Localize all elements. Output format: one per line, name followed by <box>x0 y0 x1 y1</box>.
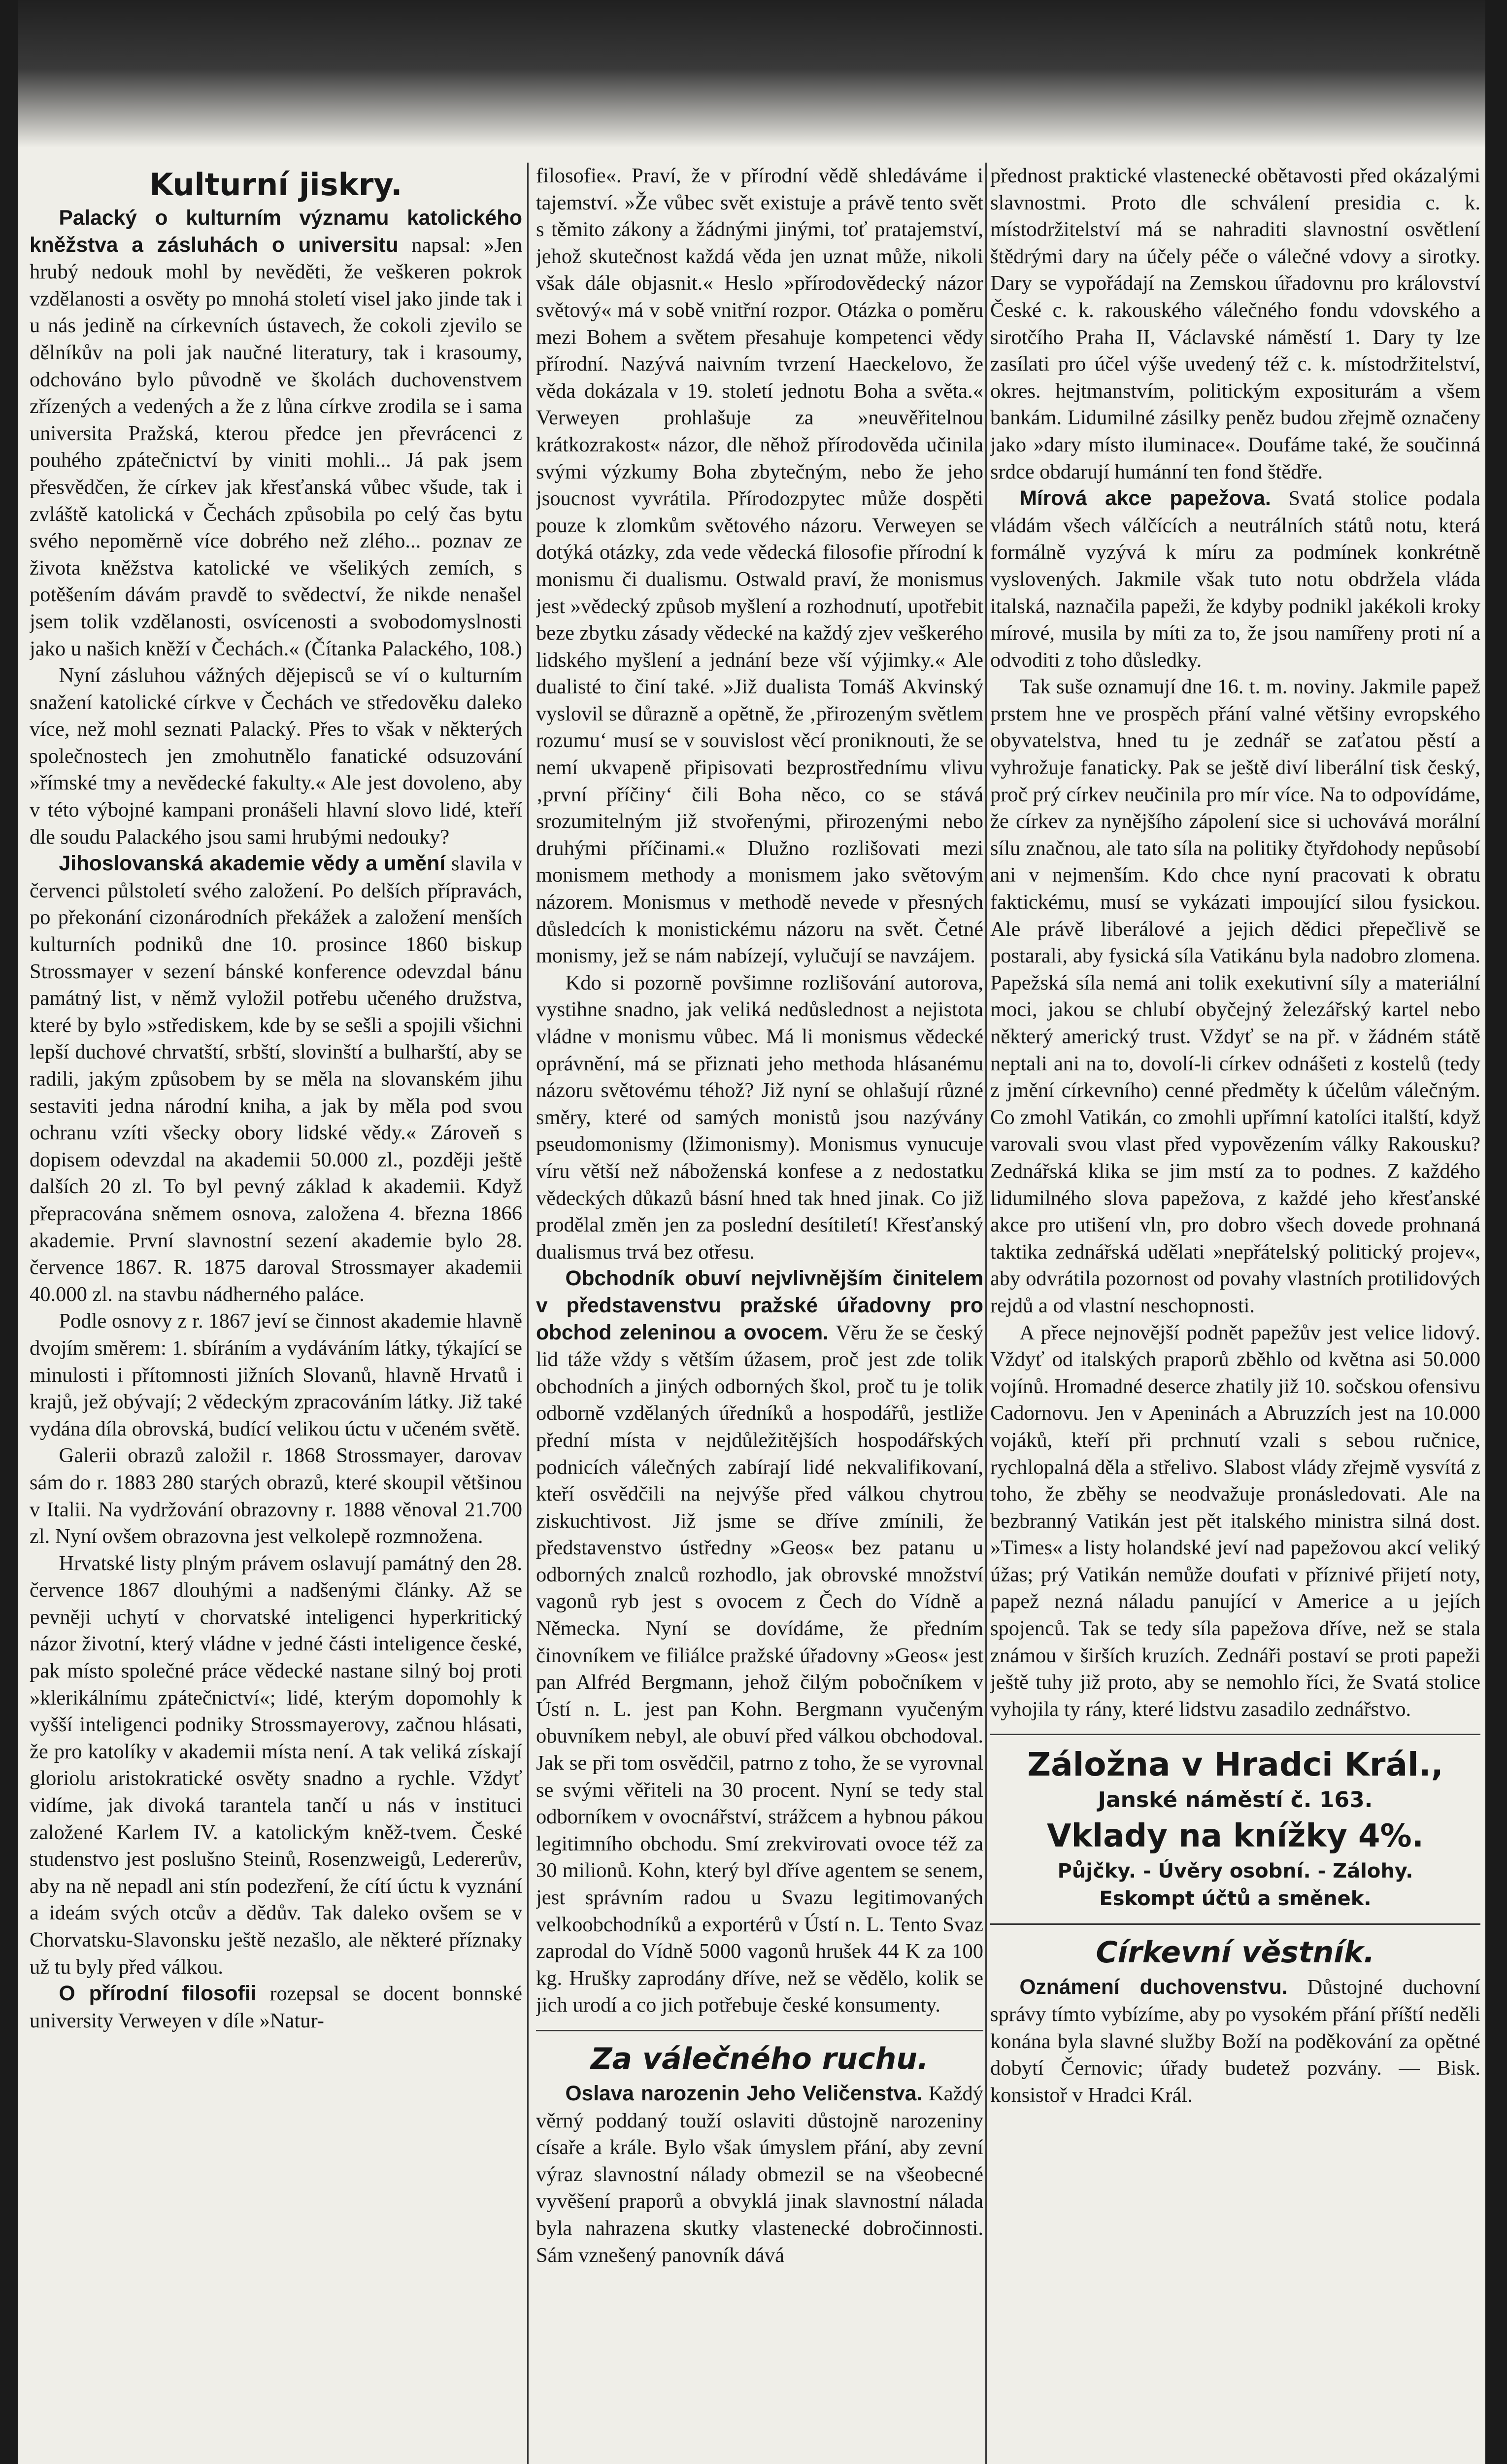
ad-discount: Eskompt účtů a směnek. <box>1099 1887 1372 1911</box>
advertisement-zalozna <box>990 1744 1480 1913</box>
paragraph-lead: Obchodník obuví nejvlivnějším činitelem v představenstvu pražské úřadovny pro obchod zeleninou a ovocem. <box>536 1267 983 1344</box>
paragraph: Tak suše oznamují dne 16. t. m. noviny. Jakmile papež prstem hne ve prospěch přání valné většiny evropského obyvatelstva, hned tu je zednář se zaťatou pěstí a vyhrožuje fanaticky. Pak se ještě diví liberální tisk český, proč prý církev neučinila pro mír více. Na to odpovídáme, že církev za nynějšího zápolení sice si uchovává morální sílu značnou, ale tato síla na politiky čtyřdohody nepůsobí ani v nejmenším. Kdo chce nyní pracovati k obratu faktickému, musí se vykázati impoující silou fysickou. Ale právě liberálové a jejich dědici přepečlivě se postarali, aby fysická síla Vatikánu byla nadobro zlomena. Papežská síla nemá ani tolik exekutivní síly a materiální moci, jakou se chlubí obyčejný železářský kartel nebo některý americký trust. Vždyť se na př. v žádném státě neptali ani na to, dovolí-li církev odnášeti z kostelů (tedy z jmění církevního) cenné předměty k účelům válečným. Co zmohl Vatikán, co zmohli upřímní katolíci italští, když varovali svou vlast před vypovězením války Rakousku? Zednářská klika se jim mstí za to podnes. Z každého lidumilného slova papežova, z každé jeho křesťanské akce pro utišení vln, pro dobro všech dovede prohnaná taktika zednářská udělati »nepřátelský politický projev«, aby odvrátila pozornost od povahy vlastních protilidových rejdů a od vlastní neschopnosti. <box>990 675 1480 1317</box>
paragraph <box>990 485 1480 674</box>
paragraph-text: Věru že se český lid táže vždy s větším úžasem, proč jest zde tolik obchodních a jiných odborných škol, proč tu je tolik odborně vzdělaných úředníků a hospodářů, jestliže přední místa v nejdůležitějších hospodářských podnicích válečných zabírají lidé nekvalifikovaní, kteří osvědčili na nejvýše před válkou chytrou ziskuchtivost. Již jsme se dříve zmínili, že představenstvo ústředny »Geos« bez patanu u odborných znalců rozhodlo, jak obrovské množství vagonů ryb jest s ovocem z Čech do Vídně a Německa. Nyní se dovídáme, že předním činovníkem ve filiálce pražské úřadovny »Geos« jest pan Alfréd Bergmann, jehož čilým pobočníkem v Ústí n. L. jest pan Kohn. Bergmann vyučeným obuvníkem nebyl, ale obuví před válkou obchodoval. Jak se při tom osvědčil, patrno z toho, že se vyrovnal se svými věřiteli na 30 procent. Nyní se tedy stal odborníkem v ovocnářství, strážcem a hybnou pákou legitimního obchodu. Smí zrekvirovati ovoce též za 30 milionů. Kohn, který byl dříve agentem se senem, jest správním radou u Svazu legitimovaných velkoobchodníků a exportérů v Ústí n. L. Tento Svaz zaprodal do Vídně 5000 vagonů hrušek 44 K za 100 kg. Hrušky zaprodány dříve, než se vědělo, kolik se jich urodí a co jich potřebuje české konsumenty. <box>536 1321 983 2017</box>
column-divider <box>527 163 529 2464</box>
column-divider <box>985 163 987 2464</box>
paragraph <box>990 1974 1480 2109</box>
paragraph-text: Svatá stolice podala vládám všech válčících a neutrálních států notu, která formálně vyzývá k míru za podmínek konkrétně vyslovených. Jakmile však tuto notu obdržela vláda italská, naznačila papeži, že kdyby podnikl jakékoli kroky mírové, musila by míti za to, že jsou namířeny proti ní a odvoditi z toho důsledky. <box>990 487 1480 672</box>
paragraph-lead: O přírodní filosofii <box>59 1982 257 2006</box>
paragraph-text: rozepsal se docent bonnské university Verweyen v díle »Natur- <box>30 1982 522 2032</box>
scan-left-edge <box>0 0 18 2464</box>
paragraph-text: slavila v červenci půlstoletí svého založení. Po delších přípravách, po překonání cizonárodních překážek a založení menších kulturních podniků dne 10. prosince 1860 biskup Strossmayer v sezení bánské konference odevzdal bánu památný list, v němž vyložil potřebu učeného družstva, které by bylo »střediskem, kde by se sešli a spojili všichni lepší duchové chrvatští, srbští, slovinští a bulharští, aby se radili, jakým způsobem by se měla na slovanském jihu sestaviti jedna národní kniha, a jak by měla pod svou ochranu vzíti všecky obory lidské vědy.« Zároveň s dopisem odevzdal na akademii 50.000 zl., později ještě dalších 20 zl. To byl pevný základ k akademii. Když přepracována sněmem osnova, založena 4. března 1866 akademie. První slavnostní sezení akademie bylo 28. července 1867. R. 1875 daroval Strossmayer akademii 40.000 zl. na stavbu nádherného paláce. <box>30 852 522 1306</box>
paragraph-lead: Oslava narozenin Jeho Veličenstva. <box>565 2082 923 2105</box>
paragraph <box>536 1266 983 2019</box>
column-1 <box>30 163 522 2464</box>
section-title-cirkevni-vestnik: Církevní věstník. <box>1096 1935 1375 1970</box>
ad-services: Půjčky. - Úvěry osobní. - Zálohy. <box>1057 1860 1413 1883</box>
paragraph: Kdo si pozorně povšimne rozlišování autorova, vystihne snadno, jak veliká nedůslednost a nejistota vládne v monismu vůbec. Má li monismus vědecké oprávnění, má se přiznati jeho methoda hlásanému názoru světovému téhož? Již nyní se ohlašují různé směry, které od samých monistů jsou nazývány pseudomonismy (lžimonismy). Monismus vynucuje víru větší než náboženská konfese a z nedostatku vědeckých důkazů básní hned tak hned jinak. Co již prodělal změn jen za poslední desítiletí! Křesťanský dualismus trvá bez otřesu. <box>536 971 983 1264</box>
paragraph: A přece nejnovější podnět papežův jest velice lidový. Vždyť od italských praporů zběhlo od května asi 50.000 vojínů. Hromadné deserce zhatily již 10. sočskou ofensivu Cadornovu. Jen v Apeninách a Abruzzích jest na 10.000 vojáků, kteří při prchnutí vzali s sebou ručnice, rychlopalná děla a střelivo. Slabost vlády zřejmě vysvítá z toho, že zběhy se neodvažuje pronásledovati. Ale na bezbranný Vatikán jest pět italského ministra silná dost. »Times« a listy holandské jeví nad papežovou akcí veliký úžas; prý Vatikán nemůže doufati v příznivé přijetí noty, papež nezná náladu panující v Americe a u jejích spojenců. Tak se tedy síla papežova dříve, než se stala známou v širších kruzích. Zednáři postaví se proti papeži ještě tuhy již proto, aby se nemohlo říci, že Svatá stolice vyhojila ty rány, které lidstvu zasadilo zednářstvo. <box>990 1321 1480 1721</box>
paragraph: Podle osnovy z r. 1867 jeví se činnost akademie hlavně dvojím směrem: 1. sbíráním a vydáváním látky, týkající se minulosti i přítomnosti jižních Slovanů, hlavně Hrvatů i krajů, jež obývají; 2 vědeckým zpracováním látky. Již také vydána díla obrovská, budící velikou úctu v učeném světě. <box>30 1309 522 1440</box>
paragraph-lead: Mírová akce papežova. <box>1019 487 1271 511</box>
paragraph <box>30 851 522 1308</box>
paragraph: Nyní zásluhou vážných dějepisců se ví o kulturním snažení katolické církve v Čechách ve středověku daleko více, než mohl seznati Palacký. Přes to však v některých společnostech jen zmohutnělo fanatické odsuzování »římské tmy a nevědecké fakulty.« Ale jest dovoleno, aby v této výbojné kampani pronášeli hlavní slovo lidé, kteří dle soudu Palackého jsou sami hrubými nedouky? <box>30 664 522 849</box>
column-3 <box>990 163 1480 2464</box>
column-2 <box>536 163 983 2464</box>
paragraph-text: napsal: »Jen hrubý nedouk mohl by nevěděti, že veškeren pokrok vzdělanosti a osvěty po mnohá století visel jako jinde tak i u nás jedině na církevních ústavech, že cokoli zjevilo se dělníkův na poli jak naučné literatury, tak i krasoumy, odchováno bylo původně ve školách duchovenstvem zřízených a vedených a že z lůna církve zrodila se i sama universita Pražská, kterou předce jen převrácenci z pouhého zpátečnictví by viniti mohli... Já pak jsem přesvědčen, že církev jak křesťanská vůbec všude, tak i zvláště katolická v Čechách způsobila po celý čas bytu svého nepoměrně více dobrého než zlého... poznav ze života kněžstva katolické ve všelikých zemích, s potěšením dávám pravdě to svědectví, že nikde nenašel jsem tolik vzdělanosti, osvícenosti a svobodomyslnosti jako u našich kněží v Čechách.« (Čítanka Palackého, 108.) <box>30 233 522 660</box>
paragraph: filosofie«. Praví, že v přírodní vědě shledáváme i tajemství. »Že vůbec svět existuje a právě tento svět s těmito zákony a žádnými jinými, toť pratajemství, jehož skutečnost každá věda jen uznat může, nikoli však dále objasnit.« Heslo »přírodovědecký názor světový« má v sobě vnitřní rozpor. Otázka o poměru mezi Bohem a světem přesahuje kompetenci vědy přírodní. Nazývá naivním tvrzení Haeckelovo, že věda dokázala v 19. století jednotu Boha a světa.« Verweyen prohlašuje za »neuvěřitelnou krátkozrakost« názor, dle něhož přírodověda učinila svými výzkumy Boha zbytečným, nebo že jeho jsoucnost vyvrátila. Přírodozpytec může dospěti pouze k zlomkům světového názoru. Verweyen se dotýká otázky, zda vede vědecká filosofie přírodní k monismu či dualismu. Ostwald praví, že monismus jest »vědecký způsob myšlení a rozhodnutí, upotřebit beze zbytku zásady vědecké na každý zjev veškerého lidského myšlení a jednání beze vší výjimky.« Ale dualisté to činí také. »Již dualista Tomáš Akvinský vyslovil se důrazně a opětně, že ‚přirozeným světlem rozumu‘ musí se v souvislost věcí proniknouti, že se nemí ukvapeně připisovati bezprostřednímu vlivu ‚první příčiny‘ čili Boha něco, co se stává srozumitelným již stvořenými, přirozenými nebo druhými příčinami.« Dlužno rozlišovati mezi monismem methody a monismem jako světovým názorem. Monismus v methodě nevede v přesných důsledcích k monistickému názoru na svět. Četné monismy, jež se nám nabízejí, vylučují se navzájem. <box>536 164 983 968</box>
paragraph <box>536 2081 983 2269</box>
section-separator <box>990 1923 1480 1925</box>
paragraph <box>30 1981 522 2034</box>
ad-deposits: Vklady na knížky 4%. <box>1047 1818 1424 1855</box>
paragraph-lead: Palacký o kulturním významu katolického kněžstva a zásluhách o universitu <box>30 206 522 257</box>
paragraph-lead: Jihoslovanská akademie vědy a umění <box>59 852 446 876</box>
ad-title: Záložna v Hradci Král., <box>1027 1745 1443 1784</box>
section-separator <box>536 2030 983 2031</box>
paragraph: přednost praktické vlastenecké obětavosti před okázalými slavnostmi. Proto dle schválení presidia c. k. místodržitelství má se nahraditi slavnostní osvětlení štědrými dary na účely péče o válečné vdovy a sirotky. Dary se vypořádají na Zemskou úřadovnu pro království České c. k. rakouského válečného fondu vdovského a sirotčího Praha II, Václavské náměstí 1. Dary ty lze zasílati pro účel výše uvedený též c. k. místodržitelství, okres. hejtmanstvím, politickým expositurám a všem bankám. Lidumilné zásilky peněz budou zřejmě označeny jako »dary místo iluminace«. Doufáme také, že součinná srdce obdarují humánní ten fond štědře. <box>990 164 1480 483</box>
scan-top-edge <box>0 0 1507 148</box>
ad-address: Janské náměstí č. 163. <box>1098 1787 1373 1813</box>
section-separator <box>990 1734 1480 1735</box>
paragraph-text: Důstojné duchovní správy tímto vybízíme, aby po vysokém přání příští neděli konána byla slavné služby Boží na poděkování za opětné dobytí Černovic; úřady budetež pozvány. — Bisk. konsistoř v Hradci Král. <box>990 1976 1480 2107</box>
paragraph-text: Každý věrný poddaný touží oslaviti důstojně narozeniny císaře a krále. Bylo však úmyslem přání, aby zevní výraz slavnostní nálady obmezil se na všeobecné vyvěšení praporů a obvyklá jinak slavnostní nálada byla nahrazena skutky vlastenecké dobročinnosti. Sám vznešený panovník dává <box>536 2082 983 2267</box>
paragraph-lead: Oznámení duchovenstvu. <box>1019 1976 1288 1999</box>
scan-right-edge <box>1485 0 1507 2464</box>
section-title-za-valecneho-ruchu: Za válečného ruchu. <box>591 2041 929 2076</box>
paragraph: Hrvatské listy plným právem oslavují památný den 28. července 1867 dlouhými a nadšenými články. Až se pevněji uchytí v chorvatské inteligenci hyperkritický názor životní, který vládne v jedné části inteligence české, pak místo společné práce vědecké nastane silný boj proti »klerikálnímu zpátečnictví«; lidé, kterým dopomohly k vyšší inteligenci podniky Strossmayerovy, začnou hlásati, že pro katolíky v akademii místa není. A tak veliká získají gloriolu aristokratické osvěty snadno a rychle. Vždyť vidíme, jak divoká tarantela tančí u nás v instituci založené Karlem IV. a katolickým kněž-tvem. České studenstvo jest poslušno Steinů, Rosenzweigů, Ledererův, aby na ně nepadl ani stín podezření, že cítí úctu k vyznání a ideám svých otcův a dědův. Tak daleko ovšem se v Chorvatsku-Slavonsku ještě nezašlo, ale některé příznaky už tu byly před válkou. <box>30 1551 522 1979</box>
paragraph: Galerii obrazů založil r. 1868 Strossmayer, darovav sám do r. 1883 280 starých obrazů, které skoupil většinou v Italii. Na vydržování obrazovny r. 1888 věnoval 21.700 zl. Nyní ovšem obrazovna jest velkolepě rozmnožena. <box>30 1444 522 1548</box>
paragraph <box>30 205 522 662</box>
article-title-kulturni-jiskry: Kulturní jiskry. <box>149 167 402 203</box>
